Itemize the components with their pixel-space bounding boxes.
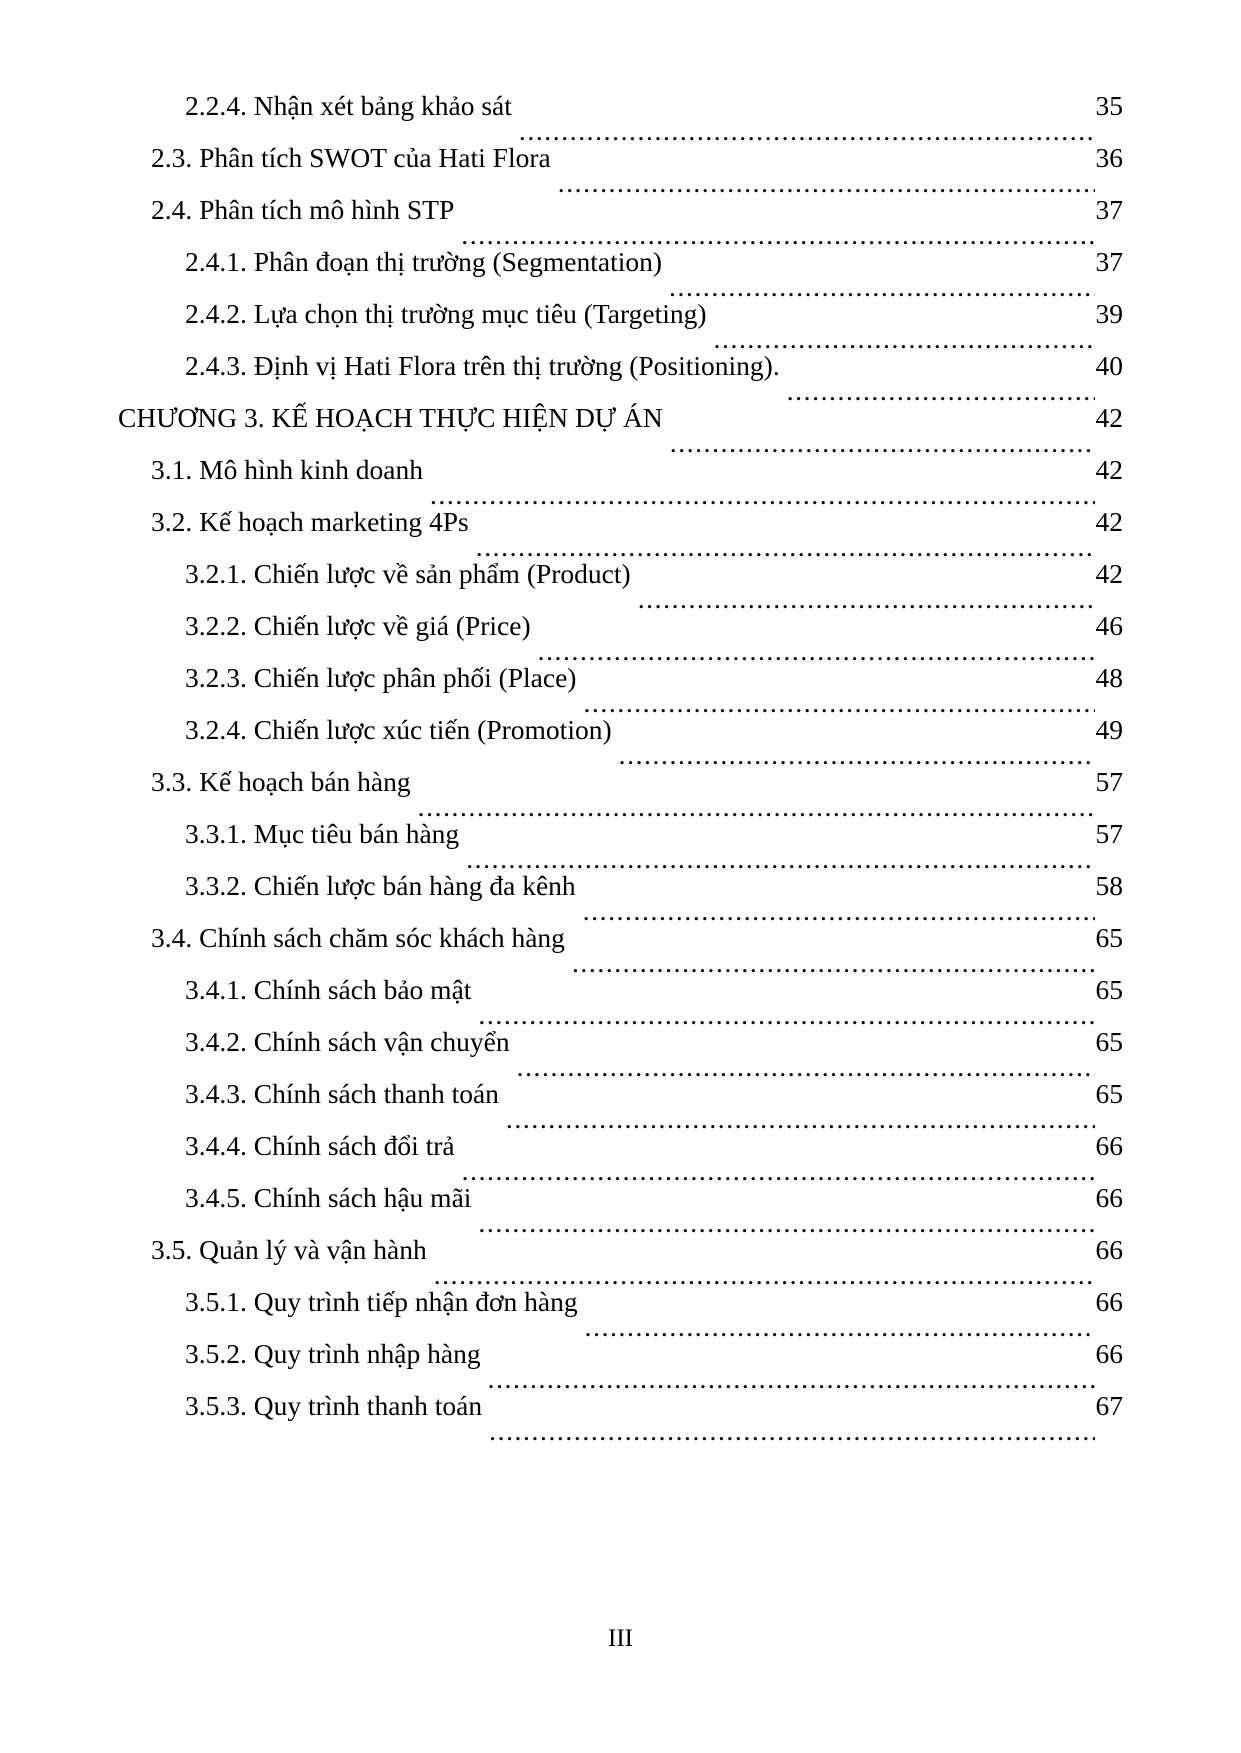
toc-entry-page-number: 57 [1095, 818, 1123, 849]
toc-leader-dots [461, 220, 1094, 248]
toc-leader-dots [462, 1156, 1095, 1184]
toc-entry-label: 2.4.3. Định vị Hati Flora trên thị trường (Positioning). [185, 350, 780, 381]
toc-leader-dots [478, 1000, 1094, 1028]
toc-leader-dots [517, 1052, 1095, 1080]
toc-entry-label: 3.3. Kế hoạch bán hàng [151, 766, 411, 797]
toc-leader-dots [787, 376, 1095, 404]
toc-entry[interactable] [118, 300, 1123, 352]
toc-entry-page-number: 46 [1095, 610, 1123, 641]
toc-entry[interactable] [118, 1028, 1123, 1080]
toc-entry-label: 3.4.5. Chính sách hậu mãi [185, 1182, 472, 1213]
toc-entry[interactable] [118, 1288, 1123, 1340]
toc-entry-label: 3.4.3. Chính sách thanh toán [185, 1078, 499, 1109]
toc-leader-dots [506, 1104, 1095, 1132]
toc-entry-page-number: 36 [1095, 142, 1123, 173]
toc-leader-dots [638, 584, 1095, 612]
toc-entry-label: 3.3.1. Mục tiêu bán hàng [185, 818, 460, 849]
toc-entry-label: 3.2.3. Chiến lược phân phối (Place) [185, 662, 577, 693]
toc-entry[interactable] [118, 716, 1123, 768]
toc-entry[interactable] [118, 1080, 1123, 1132]
toc-leader-dots [519, 116, 1095, 144]
toc-entry-page-number: 66 [1095, 1286, 1123, 1317]
toc-leader-dots [430, 480, 1095, 508]
toc-entry[interactable] [118, 560, 1123, 612]
toc-leader-dots [714, 324, 1095, 352]
toc-entry[interactable] [118, 924, 1123, 976]
toc-entry-page-number: 42 [1095, 506, 1123, 537]
toc-entry-label: 3.5.1. Quy trình tiếp nhận đơn hàng [185, 1286, 578, 1317]
toc-entry-label: 3.5.2. Quy trình nhập hàng [185, 1338, 481, 1369]
toc-entry-label: 3.2.4. Chiến lược xúc tiến (Promotion) [185, 714, 612, 745]
table-of-contents [118, 92, 1123, 1444]
toc-entry[interactable] [118, 1132, 1123, 1184]
toc-entry[interactable] [118, 456, 1123, 508]
toc-leader-dots [619, 740, 1095, 768]
toc-entry-page-number: 42 [1095, 558, 1123, 589]
toc-leader-dots [583, 688, 1094, 716]
toc-entry[interactable] [118, 1184, 1123, 1236]
toc-entry-label: 3.5. Quản lý và vận hành [151, 1234, 427, 1265]
toc-entry-page-number: 58 [1095, 870, 1123, 901]
toc-leader-dots [669, 272, 1094, 300]
toc-entry-page-number: 65 [1095, 1078, 1123, 1109]
toc-leader-dots [670, 428, 1095, 456]
toc-entry-label: 2.2.4. Nhận xét bảng khảo sát [185, 90, 512, 121]
toc-entry-page-number: 65 [1095, 922, 1123, 953]
toc-leader-dots [538, 636, 1095, 664]
toc-entry[interactable] [118, 508, 1123, 560]
toc-entry-page-number: 66 [1095, 1182, 1123, 1213]
toc-entry-label: 3.4. Chính sách chăm sóc khách hàng [151, 922, 565, 953]
toc-entry-page-number: 66 [1095, 1338, 1123, 1369]
toc-entry-label: 3.3.2. Chiến lược bán hàng đa kênh [185, 870, 576, 901]
toc-entry-page-number: 37 [1095, 194, 1123, 225]
toc-leader-dots [585, 1312, 1095, 1340]
page-number-footer: III [608, 1625, 633, 1652]
toc-entry-page-number: 65 [1095, 1026, 1123, 1057]
toc-entry-page-number: 67 [1095, 1390, 1123, 1421]
toc-entry-page-number: 57 [1095, 766, 1123, 797]
toc-entry[interactable] [118, 664, 1123, 716]
toc-entry[interactable] [118, 92, 1123, 144]
toc-entry[interactable] [118, 1392, 1123, 1444]
toc-entry-page-number: 49 [1095, 714, 1123, 745]
toc-entry[interactable] [118, 1236, 1123, 1288]
toc-entry-label: 3.1. Mô hình kinh doanh [151, 454, 423, 485]
toc-entry-label: 3.5.3. Quy trình thanh toán [185, 1390, 483, 1421]
toc-leader-dots [476, 532, 1095, 560]
toc-entry-label: 3.2.2. Chiến lược về giá (Price) [185, 610, 531, 641]
toc-entry[interactable] [118, 352, 1123, 404]
toc-leader-dots [488, 1364, 1095, 1392]
toc-entry-page-number: 65 [1095, 974, 1123, 1005]
toc-leader-dots [434, 1260, 1095, 1288]
toc-entry-page-number: 37 [1095, 246, 1123, 277]
toc-entry-page-number: 42 [1095, 454, 1123, 485]
toc-entry-page-number: 42 [1095, 402, 1123, 433]
toc-leader-dots [489, 1416, 1094, 1444]
toc-entry[interactable] [118, 872, 1123, 924]
toc-leader-dots [558, 168, 1095, 196]
toc-entry[interactable] [118, 820, 1123, 872]
toc-entry[interactable] [118, 768, 1123, 820]
toc-entry-page-number: 35 [1095, 90, 1123, 121]
toc-leader-dots [583, 896, 1095, 924]
toc-entry[interactable] [118, 144, 1123, 196]
toc-entry[interactable] [118, 196, 1123, 248]
toc-entry-page-number: 66 [1095, 1234, 1123, 1265]
toc-entry-label: 3.4.2. Chính sách vận chuyển [185, 1026, 510, 1057]
toc-entry-label: 2.3. Phân tích SWOT của Hati Flora [151, 142, 551, 173]
toc-leader-dots [572, 948, 1095, 976]
toc-entry-page-number: 48 [1095, 662, 1123, 693]
toc-entry-page-number: 39 [1095, 298, 1123, 329]
toc-entry-label: 2.4.1. Phân đoạn thị trường (Segmentation) [185, 246, 663, 277]
toc-leader-dots [478, 1208, 1094, 1236]
toc-entry[interactable] [118, 976, 1123, 1028]
toc-entry[interactable] [118, 612, 1123, 664]
toc-entry[interactable] [118, 1340, 1123, 1392]
toc-entry-page-number: 40 [1095, 350, 1123, 381]
toc-entry-label: 2.4.2. Lựa chọn thị trường mục tiêu (Targeting) [185, 298, 707, 329]
toc-leader-dots [418, 792, 1095, 820]
toc-entry-label: 3.2. Kế hoạch marketing 4Ps [151, 506, 469, 537]
toc-entry[interactable] [118, 404, 1123, 456]
toc-entry-label: CHƯƠNG 3. KẾ HOẠCH THỰC HIỆN DỰ ÁN [118, 402, 663, 433]
toc-entry[interactable] [118, 248, 1123, 300]
toc-entry-label: 2.4. Phân tích mô hình STP [151, 194, 455, 225]
toc-entry-label: 3.4.4. Chính sách đổi trả [185, 1130, 455, 1161]
toc-entry-page-number: 66 [1095, 1130, 1123, 1161]
toc-entry-label: 3.2.1. Chiến lược về sản phẩm (Product) [185, 558, 631, 589]
toc-entry-label: 3.4.1. Chính sách bảo mật [185, 974, 472, 1005]
toc-leader-dots [466, 844, 1094, 872]
